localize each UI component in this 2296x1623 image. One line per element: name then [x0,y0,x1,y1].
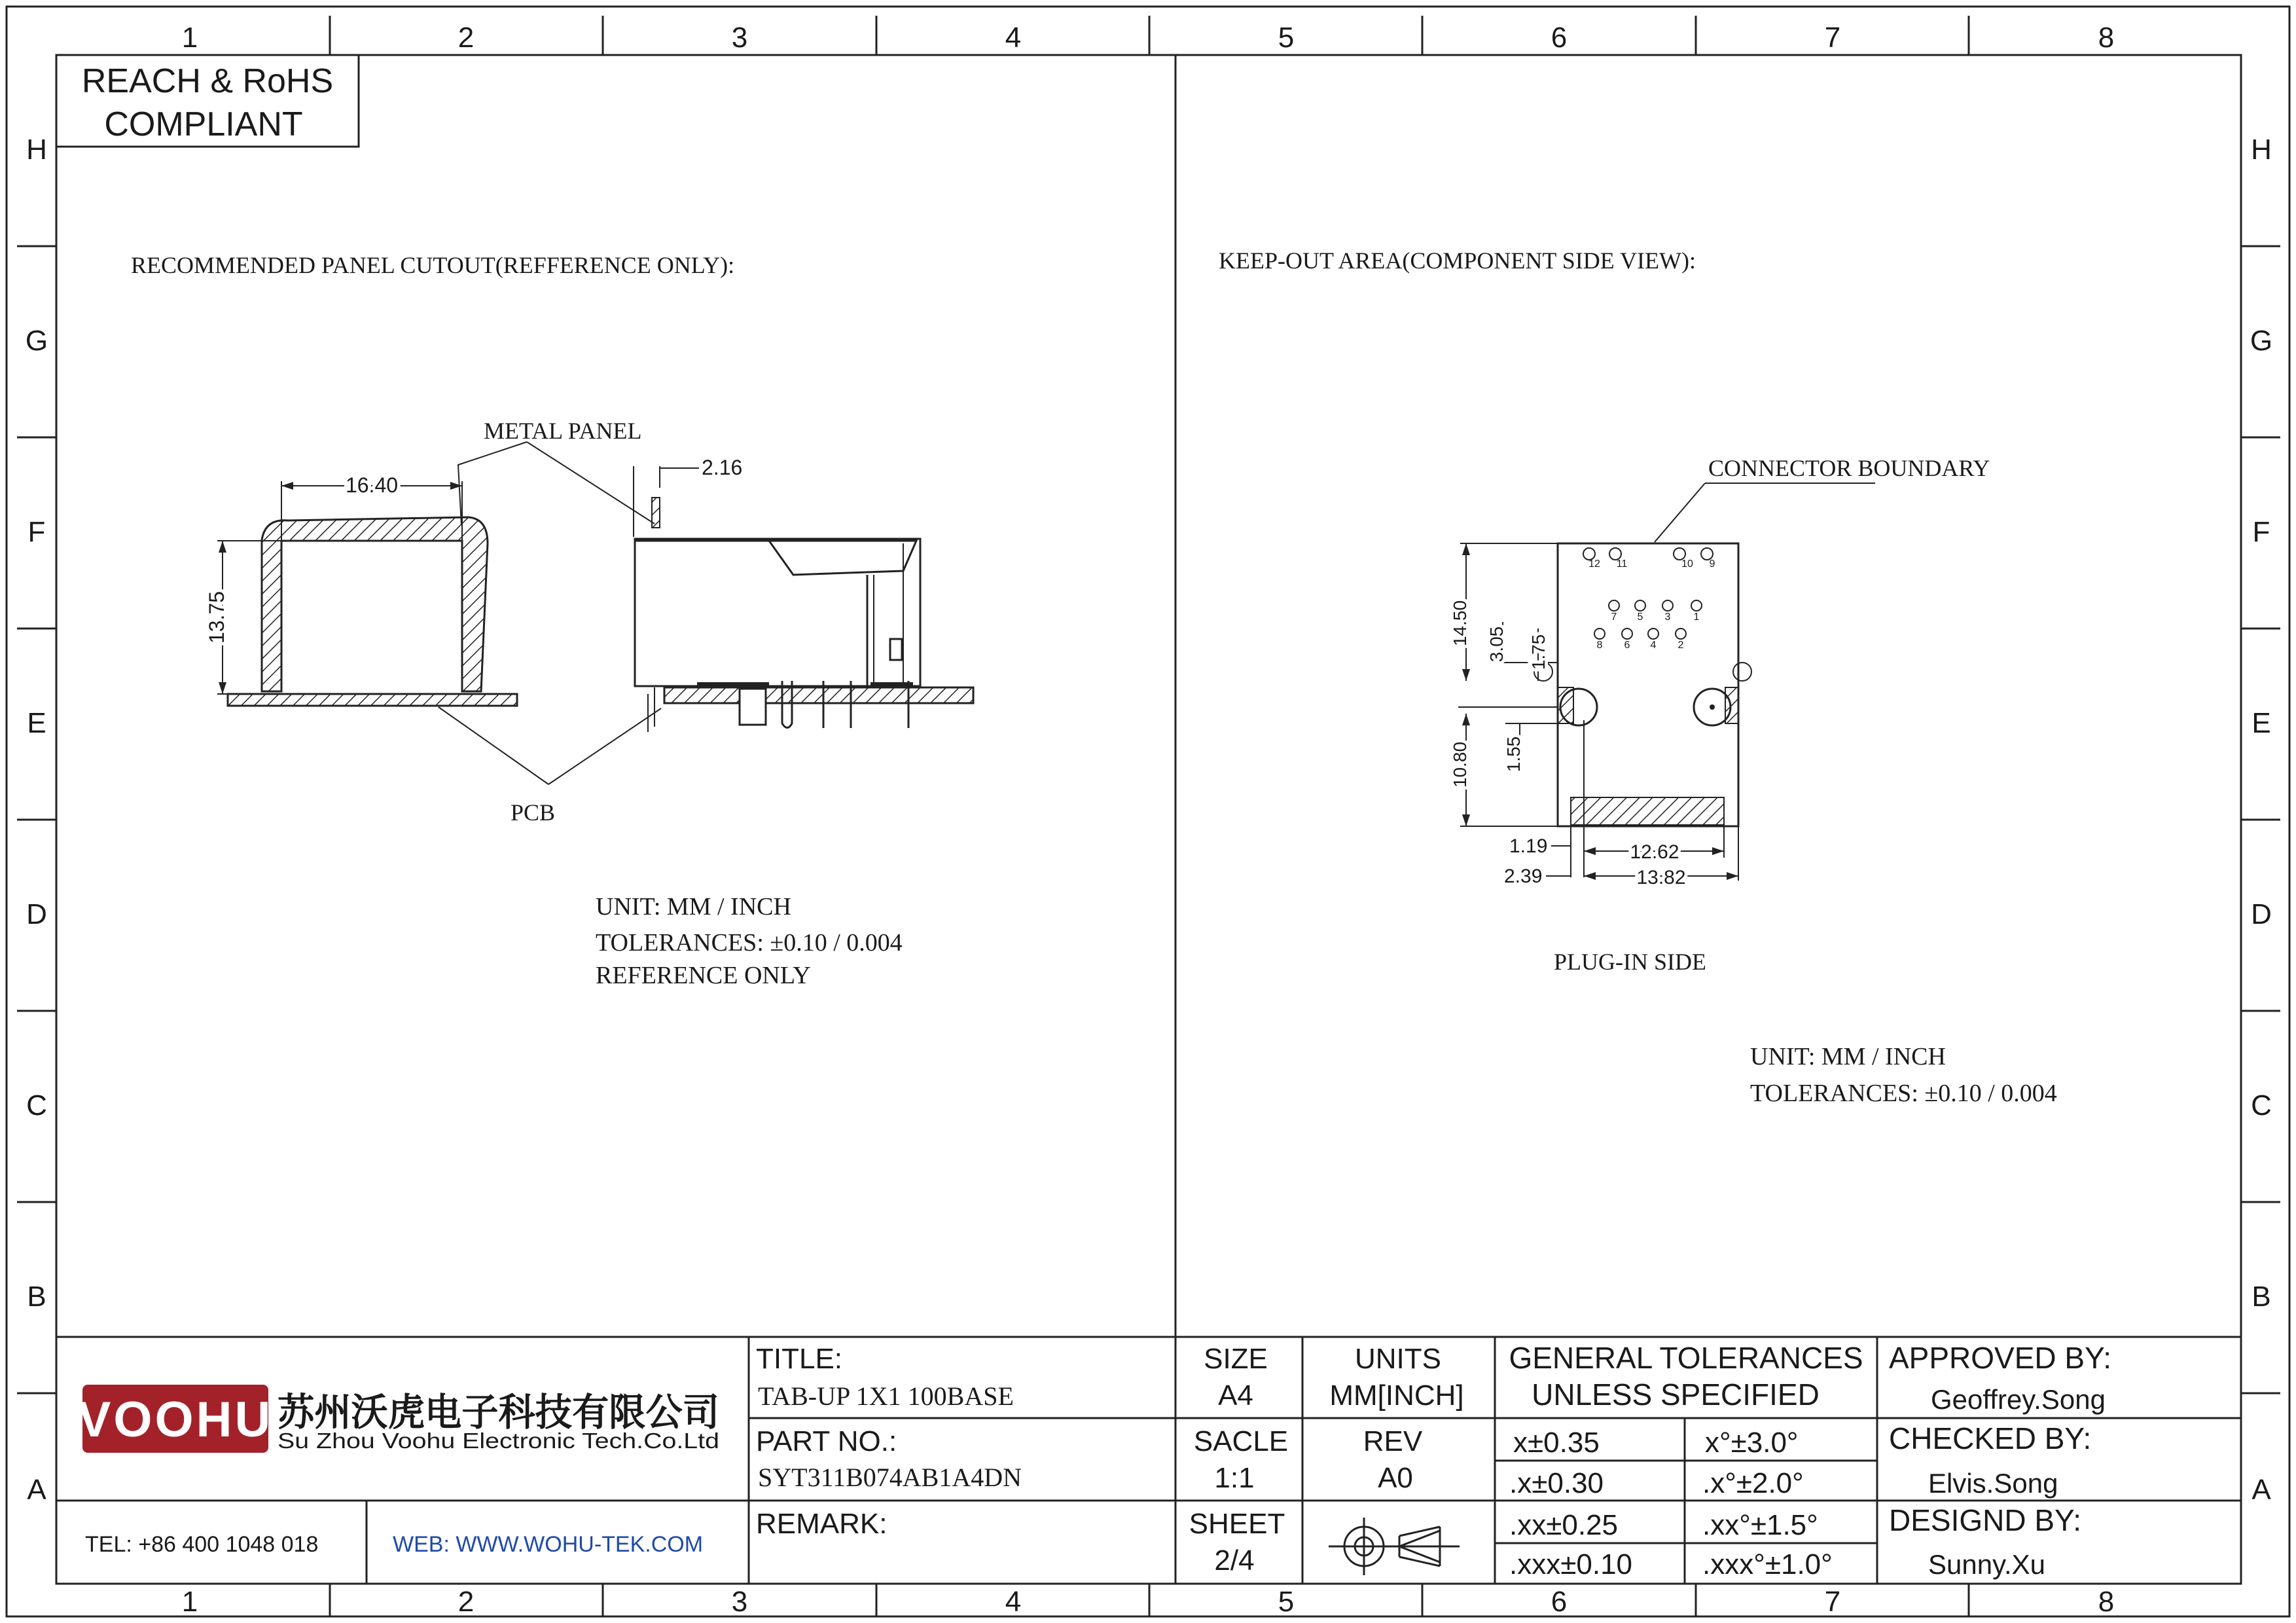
designed-value: Sunny.Xu [1928,1549,2046,1580]
row-label-right-G: G [2250,325,2273,357]
tolerance-linear-3: .xxx±0.10 [1509,1548,1633,1580]
units-label: UNITS [1355,1343,1441,1375]
connector-boundary-label: CONNECTOR BOUNDARY [1708,455,1990,481]
pin-label-7: 7 [1611,611,1617,623]
row-label-right-B: B [2251,1281,2271,1313]
tolerance-angular-3: .xxx°±1.0° [1702,1548,1833,1580]
keep-out-hatch-left [1558,687,1573,723]
col-label-bottom-2: 2 [457,1586,475,1618]
row-label-right-A: A [2251,1474,2271,1506]
col-label-bottom-1: 1 [181,1586,198,1618]
row-label-left-G: G [25,325,48,357]
right-note-tolerance: TOLERANCES: ±0.10 / 0.004 [1750,1080,2057,1107]
row-label-left-B: B [27,1281,46,1313]
designed-label: DESIGND BY: [1889,1503,2081,1537]
remark-label: REMARK: [756,1508,888,1540]
connector-footprint [1558,543,1738,826]
keep-out-view [1219,247,2057,1107]
pin-label-8: 8 [1596,640,1603,651]
col-label-top-1: 1 [181,22,198,54]
col-label-top-6: 6 [1551,22,1568,54]
row-label-right-E: E [2251,707,2271,739]
pin-label-10: 10 [1681,558,1693,570]
left-note-tolerance: TOLERANCES: ±0.10 / 0.004 [596,929,903,957]
col-label-bottom-7: 7 [1824,1586,1841,1618]
dim-12-62: 12.62 [1630,841,1679,863]
tolerance-linear-1: .x±0.30 [1509,1467,1604,1499]
company-logo-text: VOOHU [77,1392,274,1448]
panel-strip [652,498,660,528]
compliance-line-2: COMPLIANT [104,105,303,143]
col-label-bottom-5: 5 [1278,1586,1295,1618]
col-label-top-8: 8 [2098,22,2115,54]
contact-tel: TEL: +86 400 1048 018 [85,1532,319,1557]
right-note-unit: UNIT: MM / INCH [1750,1043,1946,1070]
dim-10-80: 10.80 [1450,741,1470,788]
sheet-label: SHEET [1189,1508,1285,1540]
approved-value: Geoffrey.Song [1931,1384,2106,1415]
col-label-bottom-8: 8 [2098,1586,2115,1618]
size-value: A4 [1218,1379,1253,1412]
pin-label-4: 4 [1650,640,1657,651]
rev-label: REV [1363,1425,1423,1457]
row-label-left-E: E [27,707,46,739]
sheet-value: 2/4 [1214,1544,1255,1577]
pin-label-9: 9 [1709,558,1715,570]
panel-cutout-heading: RECOMMENDED PANEL CUTOUT(REFFERENCE ONLY): [131,252,735,278]
tolerance-linear-2: .xx±0.25 [1509,1509,1619,1541]
tolerance-header-1: GENERAL TOLERANCES [1509,1341,1863,1375]
row-label-left-D: D [26,898,47,930]
keep-out-hatch-right [1725,687,1738,723]
connector-tab [769,541,916,575]
tolerance-angular-1: .x°±2.0° [1702,1467,1804,1499]
row-label-right-F: F [2252,516,2270,548]
scale-value: 1:1 [1214,1462,1255,1494]
checked-label: CHECKED BY: [1889,1421,2092,1455]
left-note-unit: UNIT: MM / INCH [596,893,791,921]
row-label-left-A: A [27,1474,46,1506]
col-label-top-7: 7 [1824,22,1841,54]
title-block [56,1337,2241,1584]
pcb-plate-right [664,687,973,703]
scale-label: SACLE [1193,1425,1289,1457]
left-note-reference: REFERENCE ONLY [596,962,811,989]
plug-in-side-label: PLUG-IN SIDE [1554,949,1706,975]
part-no-label: PART NO.: [756,1425,897,1457]
pcb-label: PCB [511,799,556,826]
panel-cutout-view [131,252,973,989]
rev-value: A0 [1378,1462,1413,1494]
company-name-en: Su Zhou Voohu Electronic Tech.Co.Ltd [278,1429,719,1453]
dim-2-39: 2.39 [1504,866,1543,887]
col-label-bottom-3: 3 [731,1586,748,1618]
title-value: TAB-UP 1X1 100BASE [758,1381,1014,1411]
size-label: SIZE [1204,1343,1268,1375]
keep-out-hatch-bottom [1571,797,1724,825]
tolerance-header-2: UNLESS SPECIFIED [1532,1377,1820,1412]
keep-out-heading: KEEP-OUT AREA(COMPONENT SIDE VIEW): [1219,247,1696,274]
dim-3-05: 3.05 [1486,626,1507,663]
pin-label-5: 5 [1637,611,1643,623]
compliance-line-1: REACH & RoHS [81,62,334,100]
dim-1-19: 1.19 [1509,835,1548,857]
projection-symbol-icon [1329,1518,1460,1575]
title-label: TITLE: [756,1343,843,1375]
pin-label-3: 3 [1664,611,1671,623]
pin-label-2: 2 [1677,640,1684,651]
col-label-bottom-6: 6 [1551,1586,1568,1618]
pin-array [1583,548,1713,639]
tolerance-linear-0: x±0.35 [1513,1427,1600,1459]
row-label-left-H: H [26,134,47,166]
pin-label-12: 12 [1588,558,1600,570]
dim-panel-thickness: 2.16 [702,456,743,479]
pin-label-11: 11 [1616,558,1628,570]
row-dividers [17,246,2280,1393]
tolerance-angular-0: x°±3.0° [1705,1427,1799,1459]
contact-web[interactable]: WEB: WWW.WOHU-TEK.COM [393,1532,704,1557]
checked-value: Elvis.Song [1928,1468,2058,1499]
dim-panel-width: 16.40 [345,473,399,497]
dim-1-75: 1.75 [1528,634,1549,670]
panel-cutout-outline [262,517,488,691]
approved-label: APPROVED BY: [1889,1341,2112,1375]
col-label-bottom-4: 4 [1005,1586,1022,1618]
outer-frame [7,7,2289,1616]
row-label-right-C: C [2251,1089,2272,1122]
dim-14-50: 14.50 [1450,600,1470,647]
row-label-left-C: C [26,1089,47,1122]
col-label-top-2: 2 [457,22,475,54]
row-label-right-H: H [2251,134,2272,166]
tolerance-angular-2: .xx°±1.5° [1702,1509,1818,1541]
dim-panel-height: 13.75 [205,591,228,644]
dim-13-82: 13.82 [1636,867,1686,888]
pin-label-6: 6 [1624,640,1630,651]
col-label-top-4: 4 [1005,22,1022,54]
col-label-top-3: 3 [731,22,748,54]
pcb-plate-left [228,694,517,706]
row-label-left-F: F [27,516,46,548]
part-no-value: SYT311B074AB1A4DN [758,1463,1022,1492]
pin-label-1: 1 [1693,611,1700,623]
compliance-box [56,55,359,147]
metal-panel-label: METAL PANEL [484,418,642,444]
dim-1-55: 1.55 [1503,736,1524,773]
col-label-top-5: 5 [1278,22,1295,54]
row-label-right-D: D [2251,898,2272,930]
units-value: MM[INCH] [1329,1379,1464,1412]
company-name-cn: 苏州沃虎电子科技有限公司 [278,1391,719,1434]
